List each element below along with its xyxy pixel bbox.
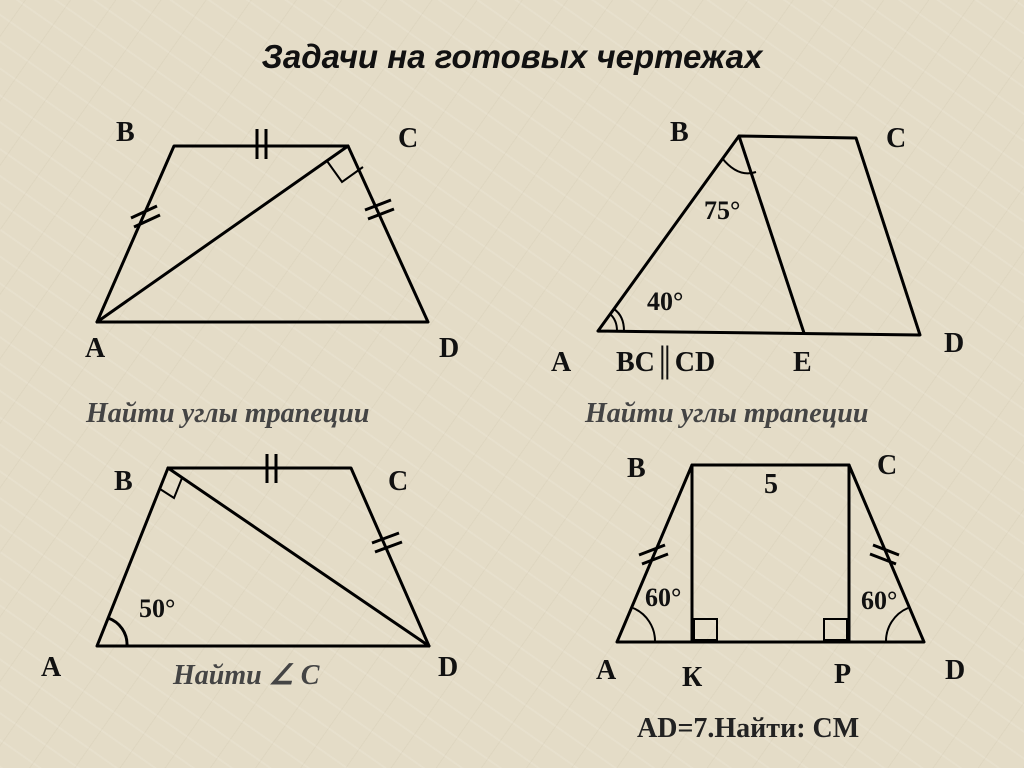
caption-figure-4: AD=7.Найти: CM <box>637 713 860 744</box>
bc-length-value: 5 <box>764 469 778 500</box>
caption-figure-3: Найти ∠ C <box>173 660 320 691</box>
label-a: A <box>596 655 617 686</box>
label-c: C <box>877 450 898 481</box>
figure-4-trapezoid <box>596 450 965 744</box>
equal-ticks-cd <box>372 533 402 552</box>
angle-arc-a-inner <box>610 314 617 331</box>
figure-3-trapezoid <box>41 454 458 691</box>
label-c: C <box>886 123 907 154</box>
label-c: C <box>398 123 419 154</box>
right-angle-mark-p <box>824 619 847 640</box>
trapezoid-abcd-outline <box>97 146 428 322</box>
page-title: Задачи на готовых чертежах <box>261 38 763 75</box>
label-b: B <box>114 466 133 497</box>
label-d: D <box>438 652 459 683</box>
label-d: D <box>944 328 965 359</box>
angle-a-value: 60° <box>645 583 682 612</box>
caption-figure-1: Найти углы трапеции <box>86 398 370 429</box>
angle-a-value: 40° <box>647 287 684 316</box>
label-d: D <box>945 655 966 686</box>
label-c: C <box>388 466 409 497</box>
parallel-note: BC║CD <box>616 347 716 378</box>
angle-arc-a <box>633 608 655 642</box>
right-angle-mark-k <box>694 619 717 640</box>
label-a: A <box>551 347 572 378</box>
angle-a-value: 50° <box>139 594 176 623</box>
equal-ticks-bc <box>257 129 266 159</box>
angle-arc-a <box>108 618 127 646</box>
label-p: Р <box>834 659 852 690</box>
segment-be <box>739 136 804 333</box>
caption-figure-2: Найти углы трапеции <box>585 398 869 429</box>
figure-1-trapezoid <box>85 117 459 429</box>
label-a: A <box>85 333 106 364</box>
angle-b-value: 75° <box>704 196 741 225</box>
label-e: E <box>793 347 812 378</box>
equal-ticks-cd <box>870 545 899 564</box>
label-a: A <box>41 652 62 683</box>
label-d: D <box>439 333 460 364</box>
angle-d-value: 60° <box>861 586 898 615</box>
equal-ticks-cd <box>365 200 394 219</box>
label-b: B <box>116 117 135 148</box>
label-b: B <box>670 117 689 148</box>
figure-2-trapezoid <box>551 117 964 429</box>
label-k: К <box>682 662 703 693</box>
label-b: B <box>627 453 646 484</box>
